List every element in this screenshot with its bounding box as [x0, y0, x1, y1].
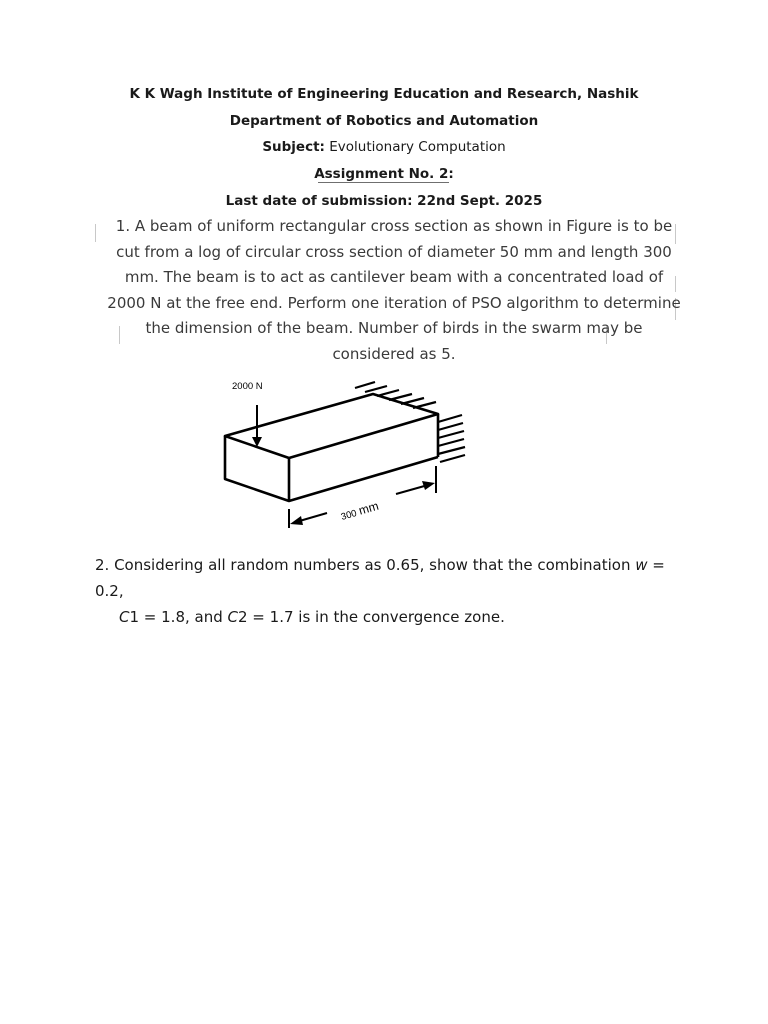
question-2: [95, 552, 695, 630]
load-label: 2000 N: [232, 381, 263, 392]
institute-name: K K Wagh Institute of Engineering Education and Research, Nashik: [129, 86, 639, 102]
assignment-underline: [318, 182, 449, 183]
submission-deadline: Last date of submission: 22nd Sept. 2025: [225, 193, 543, 209]
subject-line: [0, 137, 768, 157]
question-2-line-2: C1 = 1.8, and C2 = 1.7 is in the convergence zone.: [119, 608, 505, 626]
dimension-line: [289, 466, 436, 528]
question-2-line-1: 2. Considering all random numbers as 0.65, show that the combination w = 0.2,: [95, 556, 665, 600]
frame-mark: [95, 224, 96, 242]
length-label: 300mm: [339, 498, 381, 523]
dimension-arrowhead-right: [422, 481, 435, 490]
question-1: 1. A beam of uniform rectangular cross section as shown in Figure is to be cut from a log of circular cross section of diameter 50 mm and length 300 mm. The beam is to act as cantilever beam with a concentrated load of 2000 N at the free end. Perform one iteration of PSO algorithm to determine the dimension of the beam. Number of birds in the swarm may be considered as 5.: [107, 217, 681, 363]
cantilever-beam-figure: [200, 370, 500, 540]
department-name: Department of Robotics and Automation: [229, 113, 539, 129]
subject-value: Evolutionary Computation: [324, 139, 506, 155]
subject-label: Subject:: [262, 139, 325, 155]
assignment-number: Assignment No. 2:: [314, 166, 454, 182]
dimension-arrowhead-left: [290, 516, 303, 525]
